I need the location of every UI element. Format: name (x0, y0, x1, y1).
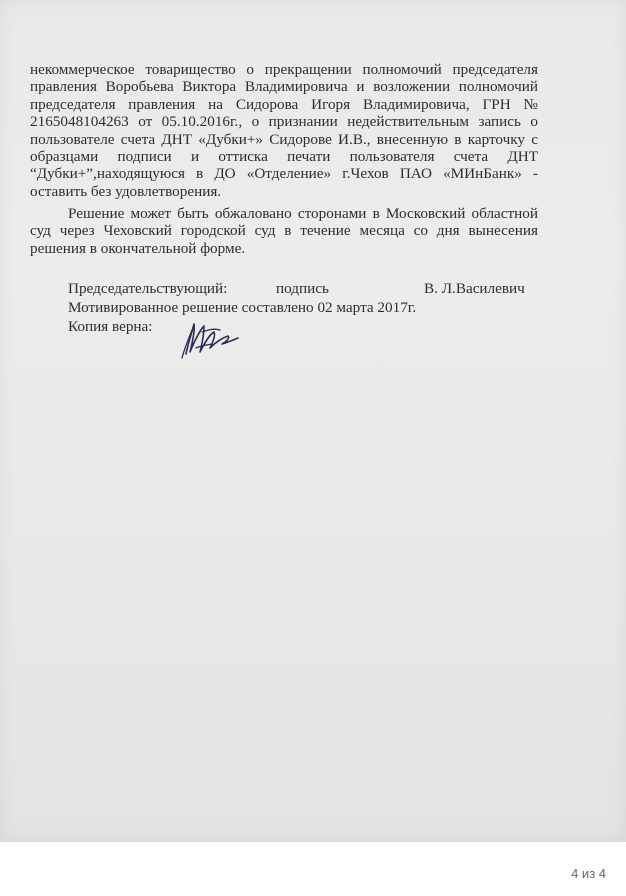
chair-label: Председательствующий: (68, 280, 228, 297)
paragraph-appeal: Решение может быть обжаловано сторонами в Московский областной суд через Чеховский городской суд в течение месяца со дня вынесения решения в окончательной форме. (30, 205, 538, 257)
paragraph-decision: некоммерческое товарищество о прекращении полномочий председателя правления Воробьева Виктора Владимировича и возложении полномочий председателя правления на Сидорова Игоря Владимировича, ГРН № 2165048104263 от 05.10.2016г., о признании недействительным запись о пользователе счета ДНТ «Дубки+» Сидорове И.В., внесенную в карточку с образцами подписи и оттиска печати пользователя счета ДНТ “Дубки+”,находящуюся в ДО «Отделение» г.Чехов ПАО «МИнБанк» - оставить без удовлетворения. (30, 61, 538, 200)
copy-certified-label: Копия верна: (68, 318, 153, 335)
chair-signature-note: подпись (276, 280, 329, 297)
chair-name: В. Л.Василевич (424, 280, 525, 297)
handwritten-signature (176, 318, 240, 360)
page-indicator: 4 из 4 (571, 866, 606, 881)
motivated-decision-date: Мотивированное решение составлено 02 марта 2017г. (68, 299, 417, 316)
